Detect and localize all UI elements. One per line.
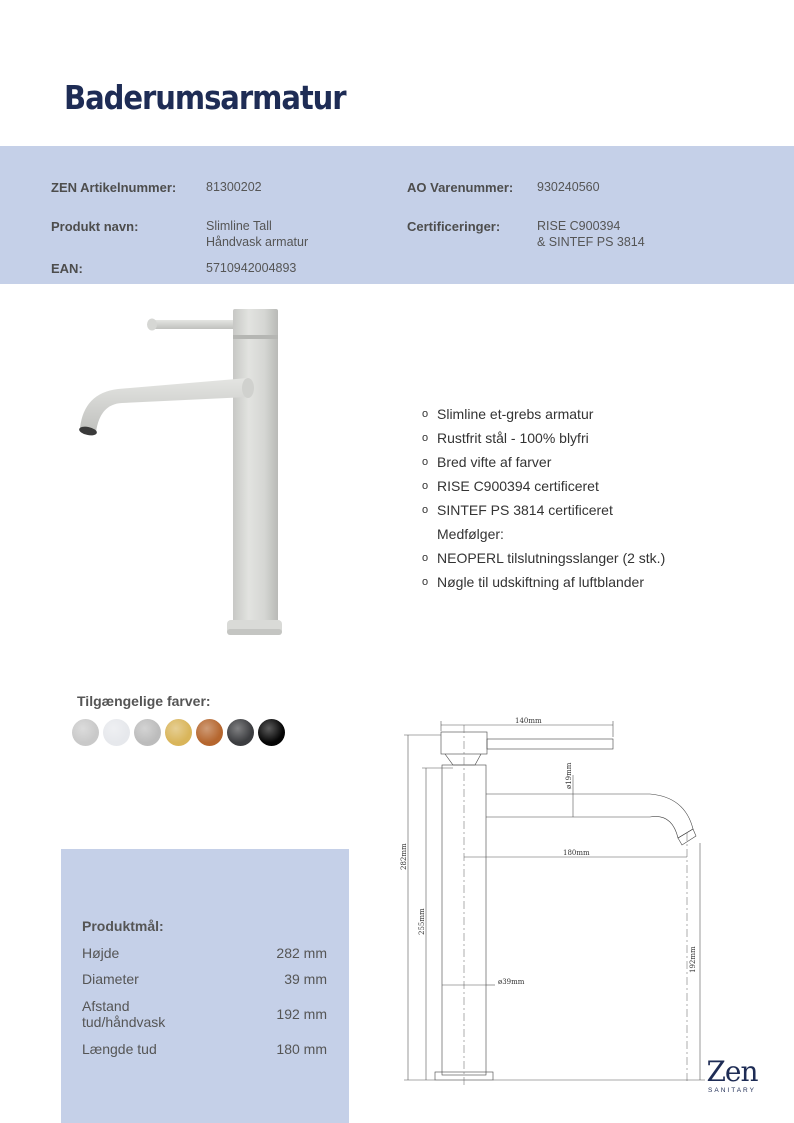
available-colors-label: Tilgængelige farver: (77, 693, 211, 709)
feature-item: o Rustfrit stål - 100% blyfri (422, 430, 589, 446)
dim-label-39: ø39mm (498, 978, 525, 986)
ean-label: EAN: (51, 261, 83, 276)
zen-sanitary-logo (704, 1055, 760, 1094)
certifications-value (537, 218, 645, 250)
dimension-label: Diameter (82, 971, 139, 987)
cert-line2: & SINTEF PS 3814 (537, 235, 645, 249)
ao-number-value: 930240560 (537, 180, 600, 194)
product-name-line1: Slimline Tall (206, 219, 272, 233)
ean-value: 5710942004893 (206, 261, 297, 275)
dim-label-192: 192mm (689, 946, 697, 973)
product-name-value (206, 218, 308, 250)
page-title: Baderumsarmatur (64, 78, 346, 117)
product-info-band (0, 146, 794, 284)
logo-wordmark: Zen (706, 1055, 758, 1088)
feature-item: Medfølger: (437, 526, 504, 542)
feature-item: o Slimline et-grebs armatur (422, 406, 594, 422)
cert-line1: RISE C900394 (537, 219, 621, 233)
color-swatch (196, 719, 223, 746)
product-photo (70, 300, 290, 645)
dimension-label: Højde (82, 945, 120, 961)
product-dimensions-box (61, 849, 349, 1123)
dimensions-heading: Produktmål: (82, 918, 164, 934)
dimension-label: Afstand tud/håndvask (82, 998, 166, 1030)
dimension-value: 180 mm (276, 1041, 327, 1057)
product-name-label: Produkt navn: (51, 219, 139, 234)
dim-label-19: ø19mm (565, 762, 573, 789)
feature-item: o Nøgle til udskiftning af luftblander (422, 574, 644, 590)
dim-label-282: 282mm (400, 843, 408, 870)
technical-drawing (395, 705, 725, 1090)
color-swatch (227, 719, 254, 746)
feature-item: o NEOPERL tilslutningsslanger (2 stk.) (422, 550, 666, 566)
dim-label-140: 140mm (515, 717, 542, 725)
feature-item: o Bred vifte af farver (422, 454, 552, 470)
color-swatch (134, 719, 161, 746)
dim-label-255: 255mm (418, 908, 426, 935)
dimension-label: Længde tud (82, 1041, 157, 1057)
feature-item: o RISE C900394 certificeret (422, 478, 599, 494)
dim-label-180: 180mm (563, 849, 590, 857)
color-swatch (258, 719, 285, 746)
certifications-label: Certificeringer: (407, 219, 501, 234)
dimension-value: 39 mm (284, 971, 327, 987)
dimension-value: 192 mm (276, 1006, 327, 1022)
feature-item: o SINTEF PS 3814 certificeret (422, 502, 613, 518)
feature-list (420, 403, 665, 595)
product-name-line2: Håndvask armatur (206, 235, 309, 249)
color-swatch (165, 719, 192, 746)
color-swatch (72, 719, 99, 746)
logo-tagline: SANITARY (708, 1087, 756, 1094)
dimension-value: 282 mm (276, 945, 327, 961)
zen-article-value: 81300202 (206, 180, 262, 194)
color-swatch (103, 719, 130, 746)
faucet-spout (80, 378, 248, 432)
ao-number-label: AO Varenummer: (407, 180, 514, 195)
lever-handle (150, 320, 242, 329)
zen-article-label: ZEN Artikelnummer: (51, 180, 177, 195)
